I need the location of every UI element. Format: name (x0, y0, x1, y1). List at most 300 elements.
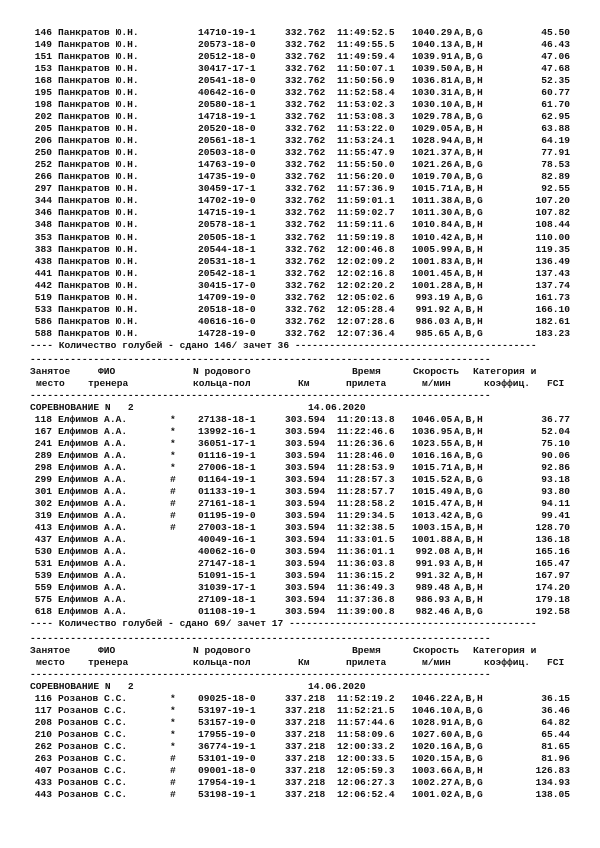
km-cell: 303.594 (285, 606, 326, 618)
time-cell: 11:49:52.5 (337, 27, 395, 38)
place-cell: 588 (34, 327, 52, 339)
ring-cell: 14715-19-1 (198, 207, 256, 219)
place-cell: 539 (34, 570, 52, 582)
fci-cell: 107.82 (535, 207, 570, 219)
km-cell: 303.594 (285, 546, 326, 558)
col-ring-header: кольца-пол (193, 377, 251, 389)
time-cell: 11:50:07.1 (337, 63, 395, 75)
fci-cell: 179.18 (535, 594, 570, 606)
place-cell: 438 (34, 255, 52, 267)
km-cell: 332.762 (285, 255, 326, 267)
speed-cell: 1020.15 (412, 752, 453, 764)
ring-cell: 14709-19-0 (198, 291, 256, 303)
place-cell: 195 (34, 87, 52, 99)
trainer-cell: Елфимов А.А. (58, 582, 128, 594)
km-cell: 332.762 (285, 267, 326, 279)
time-cell: 11:29:34.5 (337, 510, 395, 522)
ring-cell: 30417-17-1 (198, 63, 256, 75)
category-cell: A,B,G (454, 171, 483, 183)
time-cell: 11:55:50.0 (337, 159, 395, 171)
time-cell: 11:37:36.8 (337, 594, 395, 606)
time-cell: 11:36:15.2 (337, 570, 395, 582)
trainer-cell: Розанов С.С. (58, 776, 128, 788)
fci-cell: 61.70 (541, 99, 570, 111)
time-cell: 12:05:02.6 (337, 291, 395, 303)
category-cell: A,B,H (454, 498, 483, 510)
col-speed-header: м/мин (422, 656, 451, 668)
ring-cell: 53198-19-1 (198, 788, 256, 800)
col-ring-header: N родового (193, 644, 251, 656)
trainer-cell: Елфимов А.А. (58, 570, 128, 582)
category-cell: A,B,G (454, 716, 483, 728)
place-cell: 586 (34, 315, 52, 327)
category-cell: A,B,G (454, 486, 483, 498)
ring-cell: 01195-19-0 (198, 510, 256, 522)
place-cell: 437 (34, 534, 52, 546)
trainer-cell: Панкратов Ю.Н. (58, 111, 139, 123)
ring-cell: 20542-18-1 (198, 267, 256, 279)
speed-cell: 985.65 (415, 327, 450, 339)
place-cell: 149 (34, 39, 52, 51)
km-cell: 332.762 (285, 219, 326, 231)
mark-cell: # (170, 510, 176, 522)
fci-cell: 166.10 (535, 303, 570, 315)
time-cell: 11:36:49.3 (337, 582, 395, 594)
place-cell: 118 (34, 413, 52, 425)
ring-cell: 27147-18-1 (198, 558, 256, 570)
mark-cell: * (170, 462, 176, 474)
place-cell: 353 (34, 231, 52, 243)
fci-cell: 36.46 (541, 704, 570, 716)
col-cat-header: Категория и (473, 365, 537, 377)
category-cell: A,B,H (454, 438, 483, 450)
km-cell: 332.762 (285, 159, 326, 171)
trainer-cell: Панкратов Ю.Н. (58, 219, 139, 231)
mark-cell: # (170, 486, 176, 498)
summary-line: ---- Количество голубей - сдано 69/ зачет 17 ------------------------------------------- (30, 618, 537, 630)
trainer-cell: Панкратов Ю.Н. (58, 99, 139, 111)
category-cell: A,B,H (454, 594, 483, 606)
speed-cell: 1039.91 (412, 51, 453, 63)
ring-cell: 14718-19-1 (198, 111, 256, 123)
km-cell: 332.762 (285, 51, 326, 63)
competition-date: 14.06.2020 (308, 680, 366, 692)
km-cell: 332.762 (285, 207, 326, 219)
fci-cell: 138.05 (535, 788, 570, 800)
speed-cell: 1027.60 (412, 728, 453, 740)
place-cell: 252 (34, 159, 52, 171)
km-cell: 337.218 (285, 692, 326, 704)
fci-cell: 63.88 (541, 123, 570, 135)
place-cell: 575 (34, 594, 52, 606)
km-cell: 303.594 (285, 594, 326, 606)
ring-cell: 14763-19-0 (198, 159, 256, 171)
trainer-cell: Панкратов Ю.Н. (58, 231, 139, 243)
trainer-cell: Елфимов А.А. (58, 474, 128, 486)
place-cell: 205 (34, 123, 52, 135)
mark-cell: * (170, 438, 176, 450)
time-cell: 11:53:24.1 (337, 135, 395, 147)
category-cell: A,B,H (454, 582, 483, 594)
ring-cell: 40062-16-0 (198, 546, 256, 558)
ring-cell: 17954-19-1 (198, 776, 256, 788)
speed-cell: 986.93 (415, 594, 450, 606)
ring-cell: 01133-19-1 (198, 486, 256, 498)
fci-cell: 165.47 (535, 558, 570, 570)
trainer-cell: Розанов С.С. (58, 716, 128, 728)
trainer-cell: Панкратов Ю.Н. (58, 135, 139, 147)
trainer-cell: Панкратов Ю.Н. (58, 39, 139, 51)
trainer-cell: Елфимов А.А. (58, 510, 128, 522)
ring-cell: 53197-19-1 (198, 704, 256, 716)
fci-cell: 108.44 (535, 219, 570, 231)
ring-cell: 14710-19-1 (198, 27, 256, 38)
ring-cell: 36051-17-1 (198, 438, 256, 450)
km-cell: 303.594 (285, 413, 326, 425)
time-cell: 11:52:21.5 (337, 704, 395, 716)
col-time-header: Время (352, 365, 381, 377)
trainer-cell: Елфимов А.А. (58, 546, 128, 558)
ring-cell: 14735-19-0 (198, 171, 256, 183)
speed-cell: 1001.28 (412, 279, 453, 291)
speed-cell: 991.93 (415, 558, 450, 570)
trainer-cell: Панкратов Ю.Н. (58, 87, 139, 99)
col-fci-header: FCI (547, 377, 565, 389)
km-cell: 332.762 (285, 279, 326, 291)
col-name-header: тренера (88, 377, 129, 389)
ring-cell: 01108-19-1 (198, 606, 256, 618)
time-cell: 12:07:36.4 (337, 327, 395, 339)
speed-cell: 1029.05 (412, 123, 453, 135)
mark-cell: * (170, 740, 176, 752)
col-ring-header: N родового (193, 365, 251, 377)
ring-cell: 17955-19-0 (198, 728, 256, 740)
col-coef-header: коэффиц. (484, 656, 531, 668)
speed-cell: 986.03 (415, 315, 450, 327)
time-cell: 11:32:38.5 (337, 522, 395, 534)
category-cell: A,B,H (454, 243, 483, 255)
trainer-cell: Панкратов Ю.Н. (58, 171, 139, 183)
fci-cell: 136.18 (535, 534, 570, 546)
time-cell: 11:49:55.5 (337, 39, 395, 51)
place-cell: 441 (34, 267, 52, 279)
time-cell: 12:06:52.4 (337, 788, 395, 800)
km-cell: 332.762 (285, 111, 326, 123)
col-time-header: прилета (346, 656, 387, 668)
trainer-cell: Панкратов Ю.Н. (58, 27, 139, 38)
km-cell: 332.762 (285, 315, 326, 327)
category-cell: A,B,G (454, 51, 483, 63)
place-cell: 618 (34, 606, 52, 618)
place-cell: 210 (34, 728, 52, 740)
ring-cell: 51091-15-1 (198, 570, 256, 582)
time-cell: 11:22:46.6 (337, 425, 395, 437)
ring-cell: 20518-18-0 (198, 303, 256, 315)
trainer-cell: Розанов С.С. (58, 752, 128, 764)
place-cell: 202 (34, 111, 52, 123)
km-cell: 303.594 (285, 450, 326, 462)
place-cell: 383 (34, 243, 52, 255)
time-cell: 11:28:57.3 (337, 474, 395, 486)
fci-cell: 62.95 (541, 111, 570, 123)
ring-cell: 20573-18-0 (198, 39, 256, 51)
ring-cell: 27109-18-1 (198, 594, 256, 606)
place-cell: 206 (34, 135, 52, 147)
ring-cell: 20512-18-0 (198, 51, 256, 63)
ring-cell: 20561-18-1 (198, 135, 256, 147)
trainer-cell: Елфимов А.А. (58, 462, 128, 474)
time-cell: 11:50:56.9 (337, 75, 395, 87)
km-cell: 332.762 (285, 243, 326, 255)
time-cell: 11:20:13.8 (337, 413, 395, 425)
place-cell: 413 (34, 522, 52, 534)
speed-cell: 1036.95 (412, 425, 453, 437)
col-km-header: Км (298, 656, 310, 668)
mark-cell: * (170, 450, 176, 462)
speed-cell: 1001.88 (412, 534, 453, 546)
km-cell: 303.594 (285, 462, 326, 474)
col-km-header: Км (298, 377, 310, 389)
speed-cell: 991.92 (415, 303, 450, 315)
speed-cell: 1046.10 (412, 704, 453, 716)
place-cell: 117 (34, 704, 52, 716)
km-cell: 303.594 (285, 510, 326, 522)
place-cell: 208 (34, 716, 52, 728)
category-cell: A,B,H (454, 546, 483, 558)
trainer-cell: Панкратов Ю.Н. (58, 279, 139, 291)
trainer-cell: Панкратов Ю.Н. (58, 159, 139, 171)
km-cell: 332.762 (285, 171, 326, 183)
trainer-cell: Елфимов А.А. (58, 522, 128, 534)
km-cell: 303.594 (285, 486, 326, 498)
trainer-cell: Панкратов Ю.Н. (58, 183, 139, 195)
col-place-header: Занятое (30, 365, 71, 377)
speed-cell: 1046.22 (412, 692, 453, 704)
fci-cell: 36.77 (541, 413, 570, 425)
fci-cell: 174.20 (535, 582, 570, 594)
time-cell: 12:02:20.2 (337, 279, 395, 291)
time-cell: 11:36:03.8 (337, 558, 395, 570)
place-cell: 297 (34, 183, 52, 195)
trainer-cell: Елфимов А.А. (58, 606, 128, 618)
category-cell: A,B,H (454, 99, 483, 111)
km-cell: 332.762 (285, 123, 326, 135)
speed-cell: 1039.50 (412, 63, 453, 75)
speed-cell: 1003.15 (412, 522, 453, 534)
trainer-cell: Розанов С.С. (58, 704, 128, 716)
fci-cell: 93.18 (541, 474, 570, 486)
fci-cell: 92.86 (541, 462, 570, 474)
category-cell: A,B,G (454, 788, 483, 800)
mark-cell: * (170, 425, 176, 437)
km-cell: 303.594 (285, 474, 326, 486)
fci-cell: 119.35 (535, 243, 570, 255)
trainer-cell: Елфимов А.А. (58, 558, 128, 570)
mark-cell: * (170, 704, 176, 716)
competition-title: СОРЕВНОВАНИЕ N 2 (30, 680, 134, 692)
ring-cell: 30459-17-1 (198, 183, 256, 195)
fci-cell: 192.58 (535, 606, 570, 618)
ring-cell: 13992-16-1 (198, 425, 256, 437)
km-cell: 332.762 (285, 291, 326, 303)
km-cell: 337.218 (285, 740, 326, 752)
speed-cell: 1020.16 (412, 740, 453, 752)
trainer-cell: Розанов С.С. (58, 740, 128, 752)
place-cell: 146 (34, 27, 52, 38)
speed-cell: 1001.02 (412, 788, 453, 800)
time-cell: 11:57:36.9 (337, 183, 395, 195)
place-cell: 530 (34, 546, 52, 558)
mark-cell: * (170, 413, 176, 425)
time-cell: 11:53:02.3 (337, 99, 395, 111)
category-cell: A,B,G (454, 327, 483, 339)
place-cell: 250 (34, 147, 52, 159)
place-cell: 262 (34, 740, 52, 752)
time-cell: 11:59:01.1 (337, 195, 395, 207)
category-cell: A,B,H (454, 147, 483, 159)
place-cell: 198 (34, 99, 52, 111)
speed-cell: 1030.10 (412, 99, 453, 111)
fci-cell: 165.16 (535, 546, 570, 558)
fci-cell: 78.53 (541, 159, 570, 171)
category-cell: A,B,H (454, 570, 483, 582)
fci-cell: 137.43 (535, 267, 570, 279)
time-cell: 11:28:46.0 (337, 450, 395, 462)
trainer-cell: Елфимов А.А. (58, 534, 128, 546)
time-cell: 11:56:20.0 (337, 171, 395, 183)
time-cell: 12:00:33.5 (337, 752, 395, 764)
fci-cell: 107.20 (535, 195, 570, 207)
km-cell: 303.594 (285, 570, 326, 582)
trainer-cell: Елфимов А.А. (58, 413, 128, 425)
ring-cell: 27138-18-1 (198, 413, 256, 425)
mark-cell: # (170, 522, 176, 534)
speed-cell: 1015.71 (412, 183, 453, 195)
trainer-cell: Панкратов Ю.Н. (58, 243, 139, 255)
fci-cell: 82.89 (541, 171, 570, 183)
time-cell: 11:57:44.6 (337, 716, 395, 728)
speed-cell: 1015.49 (412, 486, 453, 498)
trainer-cell: Розанов С.С. (58, 788, 128, 800)
km-cell: 332.762 (285, 135, 326, 147)
time-cell: 12:00:46.8 (337, 243, 395, 255)
trainer-cell: Розанов С.С. (58, 728, 128, 740)
km-cell: 337.218 (285, 704, 326, 716)
col-place-header: Занятое (30, 644, 71, 656)
trainer-cell: Панкратов Ю.Н. (58, 303, 139, 315)
trainer-cell: Панкратов Ю.Н. (58, 123, 139, 135)
km-cell: 337.218 (285, 788, 326, 800)
km-cell: 337.218 (285, 776, 326, 788)
header-rule-top: -------------------------------------------------------------------------------- (30, 632, 491, 644)
trainer-cell: Панкратов Ю.Н. (58, 267, 139, 279)
place-cell: 298 (34, 462, 52, 474)
mark-cell: # (170, 474, 176, 486)
place-cell: 519 (34, 291, 52, 303)
col-fci-header: FCI (547, 656, 565, 668)
ring-cell: 01116-19-1 (198, 450, 256, 462)
place-cell: 531 (34, 558, 52, 570)
trainer-cell: Елфимов А.А. (58, 425, 128, 437)
speed-cell: 1005.99 (412, 243, 453, 255)
trainer-cell: Елфимов А.А. (58, 438, 128, 450)
speed-cell: 1030.31 (412, 87, 453, 99)
km-cell: 303.594 (285, 534, 326, 546)
ring-cell: 14702-19-0 (198, 195, 256, 207)
header-rule-top: -------------------------------------------------------------------------------- (30, 353, 491, 365)
ring-cell: 40642-16-0 (198, 87, 256, 99)
km-cell: 332.762 (285, 63, 326, 75)
speed-cell: 1023.55 (412, 438, 453, 450)
place-cell: 167 (34, 425, 52, 437)
fci-cell: 75.10 (541, 438, 570, 450)
trainer-cell: Елфимов А.А. (58, 450, 128, 462)
place-cell: 346 (34, 207, 52, 219)
fci-cell: 167.97 (535, 570, 570, 582)
place-cell: 263 (34, 752, 52, 764)
time-cell: 11:59:19.8 (337, 231, 395, 243)
ring-cell: 36774-19-1 (198, 740, 256, 752)
time-cell: 12:07:28.6 (337, 315, 395, 327)
trainer-cell: Елфимов А.А. (58, 486, 128, 498)
speed-cell: 992.08 (415, 546, 450, 558)
fci-cell: 94.11 (541, 498, 570, 510)
category-cell: A,B,H (454, 558, 483, 570)
speed-cell: 1013.42 (412, 510, 453, 522)
fci-cell: 134.93 (535, 776, 570, 788)
col-name-header: тренера (88, 656, 129, 668)
place-cell: 559 (34, 582, 52, 594)
time-cell: 12:02:09.2 (337, 255, 395, 267)
speed-cell: 1016.16 (412, 450, 453, 462)
time-cell: 11:26:36.6 (337, 438, 395, 450)
fci-cell: 93.80 (541, 486, 570, 498)
category-cell: A,B,H (454, 231, 483, 243)
km-cell: 303.594 (285, 582, 326, 594)
time-cell: 11:28:53.9 (337, 462, 395, 474)
trainer-cell: Елфимов А.А. (58, 594, 128, 606)
time-cell: 12:06:27.3 (337, 776, 395, 788)
col-place-header: место (36, 656, 65, 668)
mark-cell: # (170, 752, 176, 764)
fci-cell: 92.55 (541, 183, 570, 195)
fci-cell: 46.43 (541, 39, 570, 51)
place-cell: 319 (34, 510, 52, 522)
summary-line: ---- Количество голубей - сдано 146/ зачет 36 ------------------------------------------ (30, 339, 537, 351)
category-cell: A,B,H (454, 315, 483, 327)
trainer-cell: Розанов С.С. (58, 764, 128, 776)
category-cell: A,B,G (454, 776, 483, 788)
speed-cell: 993.19 (415, 291, 450, 303)
col-speed-header: Скорость (413, 644, 460, 656)
fci-cell: 183.23 (535, 327, 570, 339)
fci-cell: 52.35 (541, 75, 570, 87)
km-cell: 303.594 (285, 498, 326, 510)
category-cell: A,B,G (454, 27, 483, 38)
mark-cell: * (170, 716, 176, 728)
speed-cell: 1021.26 (412, 159, 453, 171)
speed-cell: 1015.71 (412, 462, 453, 474)
ring-cell: 20531-18-1 (198, 255, 256, 267)
trainer-cell: Панкратов Ю.Н. (58, 147, 139, 159)
category-cell: A,B,H (454, 183, 483, 195)
speed-cell: 1019.70 (412, 171, 453, 183)
time-cell: 11:28:58.2 (337, 498, 395, 510)
trainer-cell: Розанов С.С. (58, 692, 128, 704)
time-cell: 12:02:16.8 (337, 267, 395, 279)
speed-cell: 1021.37 (412, 147, 453, 159)
ring-cell: 20520-18-0 (198, 123, 256, 135)
